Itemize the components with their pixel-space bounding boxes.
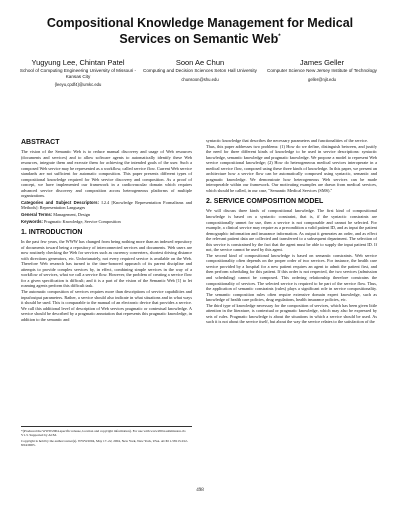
right-paragraph-2: Thus, this paper addresses two problems: (1) How do we define, distinguish between, and justify the need for three different kinds of knowledge to be used in service descriptions: syntactic knowledge, semantic knowledge and pragmatic knowledge. We propose a model to represent Web service compositional knowledge; (2) How do heterogeneous medical services interoperate in a medical service flow, composed using these three kinds of knowledge. In this paper, we present an architecture how a service flow can be automatically composed using syntactic, semantic and pragmatic knowledge. We demonstrate how heterogeneous Web services can be made interoperable within our framework. Our motivating examples are drawn from medical services, which should be called, in our case, "Semantic Medical Services (SMS).": [206, 143, 377, 193]
keywords-label: Keywords:: [21, 218, 43, 224]
author-affiliation: Computing and Decision Sciences Seton Hall University: [143, 68, 257, 73]
title-text: Compositional Knowledge Management for Medical Services on Semantic Web: [46, 16, 354, 47]
author-2: [140, 58, 260, 87]
title-footnote-mark: *: [278, 34, 281, 40]
introduction-paragraph-2: The automatic composition of services requires more than descriptions of service capabilities and input/output parameters. Rather, a service should also indicate in what situations and in what ways it should be used. This is comparable to the manual of an electronic device that provides a service. We call this additional level of description of Web services pragmatic or contextual knowledge. A service should be described by a pragmatic annotation that represents this pragmatic knowledge, in addition to the semantic and: [21, 289, 192, 322]
categories-label: Categories and Subject Descriptors:: [21, 199, 99, 205]
author-email: chunsoon@shu.edu: [181, 76, 219, 82]
author-1: [18, 58, 138, 87]
service-composition-heading: 2. SERVICE COMPOSITION MODEL: [206, 198, 324, 206]
introduction-heading: 1. INTRODUCTION: [21, 229, 83, 237]
right-paragraph-1: syntactic knowledge that describes the necessary parameters and functionalities of the service.: [206, 138, 369, 143]
author-email: geller@njit.edu: [308, 76, 336, 82]
right-column: [206, 138, 377, 325]
introduction-paragraph-1: In the past few years, the WWW has changed from being nothing more than an indexed repository of documents toward being a repository of interconnected services and documents. Web users are now routinely checking the Web for services such as currency converters, shortest driving distance with directions generators, etc. Unfortunately, not every required service is available on the Web. Therefore Web research has turned to the time-honored approach of its parent discipline and attempts to provide complex services by, in effect, combining simple services in the way of a workflow of services, what we call a service flow. However, the problem of creating a service flow for a given specification is difficult; and it is a part of the vision of the Semantic Web [1] to let roaming agents perform this difficult task.: [21, 239, 192, 289]
author-name: Yugyung Lee, Chintan Patel: [31, 58, 125, 67]
right-paragraph-3: We will discuss three kinds of compositional knowledge. The first kind of compositional knowledge is based on a syntactic constraint, that is, if the syntactic constraints are compositionally unmet for use, then a service is not composable and cannot be selected. For example, a clinical service may require as a precondition a valid patient ID, and as input the patient demographic information and insurance information. As output it generates an order, and as effect the relevant patient data are collected and transferred to a subsequent department. The selection of this service is constrained by the fact that the agent must be able to supply the input patient ID. If not, the service cannot be used by this agent.: [206, 208, 377, 253]
abstract-heading: ABSTRACT: [21, 139, 60, 146]
footnote-block: [21, 426, 192, 449]
abstract-text: The vision of the Semantic Web is to reduce manual discovery and usage of Web resources (documents and services) and to allow software agents to automatically identify these Web resources, integrate them and execute them for achieving the intended goals of the user. Such a composed Web service may be represented as a workflow, called service flow. Current Web service standards are not sufficient for automatic composition. This paper presents different types of compositional knowledge required for Web service discovery and composition. As a proof of concept, we have implemented our framework in a cardiovascular domain which requires advanced service discovery and composition across heterogeneous platforms of multiple organizations.: [21, 149, 192, 199]
author-affiliation: Computer Science New Jersey Institute of Technology: [267, 68, 377, 73]
keywords-text: Pragmatic Knowledge, Service Composition: [44, 218, 121, 224]
author-affiliation: School of Computing Engineering University of Missouri - Kansas City: [19, 68, 137, 79]
author-3: [262, 58, 382, 87]
general-terms-text: Management, Design: [53, 212, 91, 218]
author-name: Soon Ae Chun: [175, 58, 225, 67]
paper-title: [40, 16, 360, 46]
author-block: [18, 58, 382, 87]
categories-line: [21, 200, 192, 211]
general-terms-line: [21, 212, 192, 218]
right-paragraph-4: The second kind of compositional knowledge is based on semantic constraints. Web service compositionality often depends on the proper order of two services. For instance, the health care service provided by a hospital for a new patient requires an agent to admit the patient first, and then perform scheduling for this patient. If this order is not respected, the two services (admission and scheduling) cannot be composed. This ordering relationship therefore constrains the compositionality of services. The selected service is required to be part of the service flow. Thus, the application of semantic constraints (rules) plays a significant role in service compositionality. The semantic composition rules often require extensive domain expert knowledge, such as knowledge of health care policies, drug regulations, health insurance policies, etc.: [206, 252, 377, 303]
right-paragraph-5: The third type of knowledge necessary for the composition of services, which has been given little attention in the literature, is contextual or pragmatic knowledge, which may also be expressed by sets of rules. Pragmatic knowledge is about the situations in which a service should be used. As such it is not about the service itself, but about the way the service relates to the satisfaction of the: [206, 302, 377, 325]
author-name: James Geller: [299, 58, 345, 67]
left-column: [21, 138, 192, 322]
copyright-notice: Copyright is held by the author/owner(s). WWW2004, May 17–22, 2004, New York, New York, USA. ACM 1-58113-912-8/04/0005.: [21, 439, 188, 448]
page-number: 498: [196, 488, 204, 493]
categories-text: I.2.4 [Knowledge Representation Formalisms and Methods]: Representation Languages: [21, 199, 192, 211]
keywords-line: [21, 219, 192, 225]
footnote-text: *(Produced the WWW2004-specific release, location and copyright information). For use with www2004-submission.cls V1.3. Supported by ACM.: [21, 429, 186, 438]
general-terms-label: General Terms:: [21, 212, 53, 218]
author-email: {leeyu,cpdf4}@umkc.edu: [54, 82, 102, 87]
